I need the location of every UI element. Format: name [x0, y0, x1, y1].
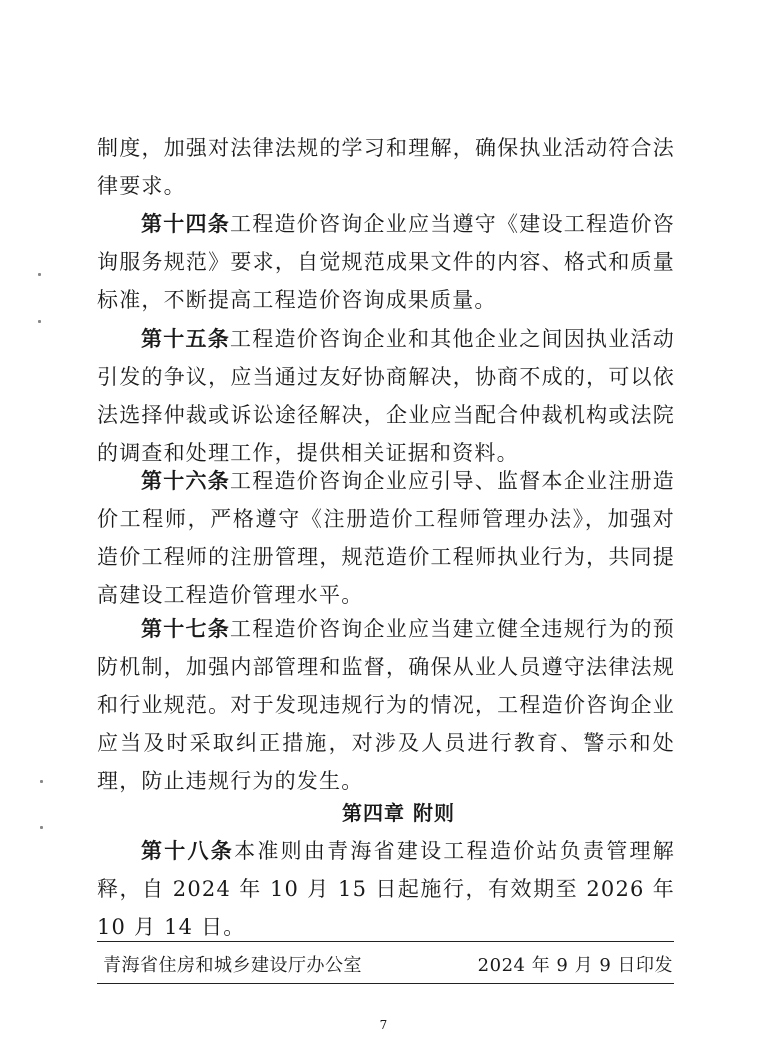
issuance-line — [103, 951, 673, 977]
article-15-text: 工程造价咨询企业和其他企业之间因执业活动引发的争议，应当通过友好协商解决，协商不成的，可以依法选择仲裁或诉讼途径解决，企业应当配合仲裁机构或法院的调查和处理工作，提供相关证据和资料。 — [97, 327, 675, 465]
article-18-label: 第十八条 — [141, 839, 235, 863]
article-18-text: 本准则由青海省建设工程造价站负责管理解释，自 2024 年 10 月 15 日起施行，有效期至 2026 年 10 月 14 日。 — [97, 839, 675, 939]
scan-speck — [40, 826, 43, 829]
footer-top-rule — [97, 941, 674, 942]
footer-bottom-rule — [97, 983, 674, 984]
page-number: 7 — [379, 1018, 388, 1032]
article-15 — [97, 320, 675, 472]
article-16 — [97, 462, 675, 614]
article-17-text: 工程造价咨询企业应当建立健全违规行为的预防机制，加强内部管理和监督，确保从业人员遵守法律法规和行业规范。对于发现违规行为的情况，工程造价咨询企业应当及时采取纠正措施，对涉及人员进行教育、警示和处理，防止违规行为的发生。 — [97, 617, 675, 793]
article-16-label: 第十六条 — [141, 469, 231, 493]
issue-date: 2024 年 9 月 9 日印发 — [477, 955, 673, 976]
article-14-text: 工程造价咨询企业应当遵守《建设工程造价咨询服务规范》要求，自觉规范成果文件的内容、格式和质量标准，不断提高工程造价咨询成果质量。 — [97, 212, 675, 312]
article-16-text: 工程造价咨询企业应引导、监督本企业注册造价工程师，严格遵守《注册造价工程师管理办法》，加强对造价工程师的注册管理，规范造价工程师执业行为，共同提高建设工程造价管理水平。 — [97, 469, 675, 607]
article-14 — [97, 205, 675, 319]
article-17-label: 第十七条 — [141, 617, 231, 641]
scan-speck — [38, 320, 41, 323]
article-17 — [97, 610, 675, 800]
article-14-label: 第十四条 — [141, 212, 231, 236]
chapter-heading: 第四章 附则 — [342, 801, 455, 825]
article-15-label: 第十五条 — [141, 327, 231, 351]
paragraph-continuation: 制度，加强对法律法规的学习和理解，确保执业活动符合法律要求。 — [97, 136, 675, 198]
issuing-office: 青海省住房和城乡建设厅办公室 — [103, 955, 362, 976]
scan-speck — [40, 780, 43, 783]
article-18 — [97, 832, 675, 946]
scan-speck — [38, 273, 41, 276]
